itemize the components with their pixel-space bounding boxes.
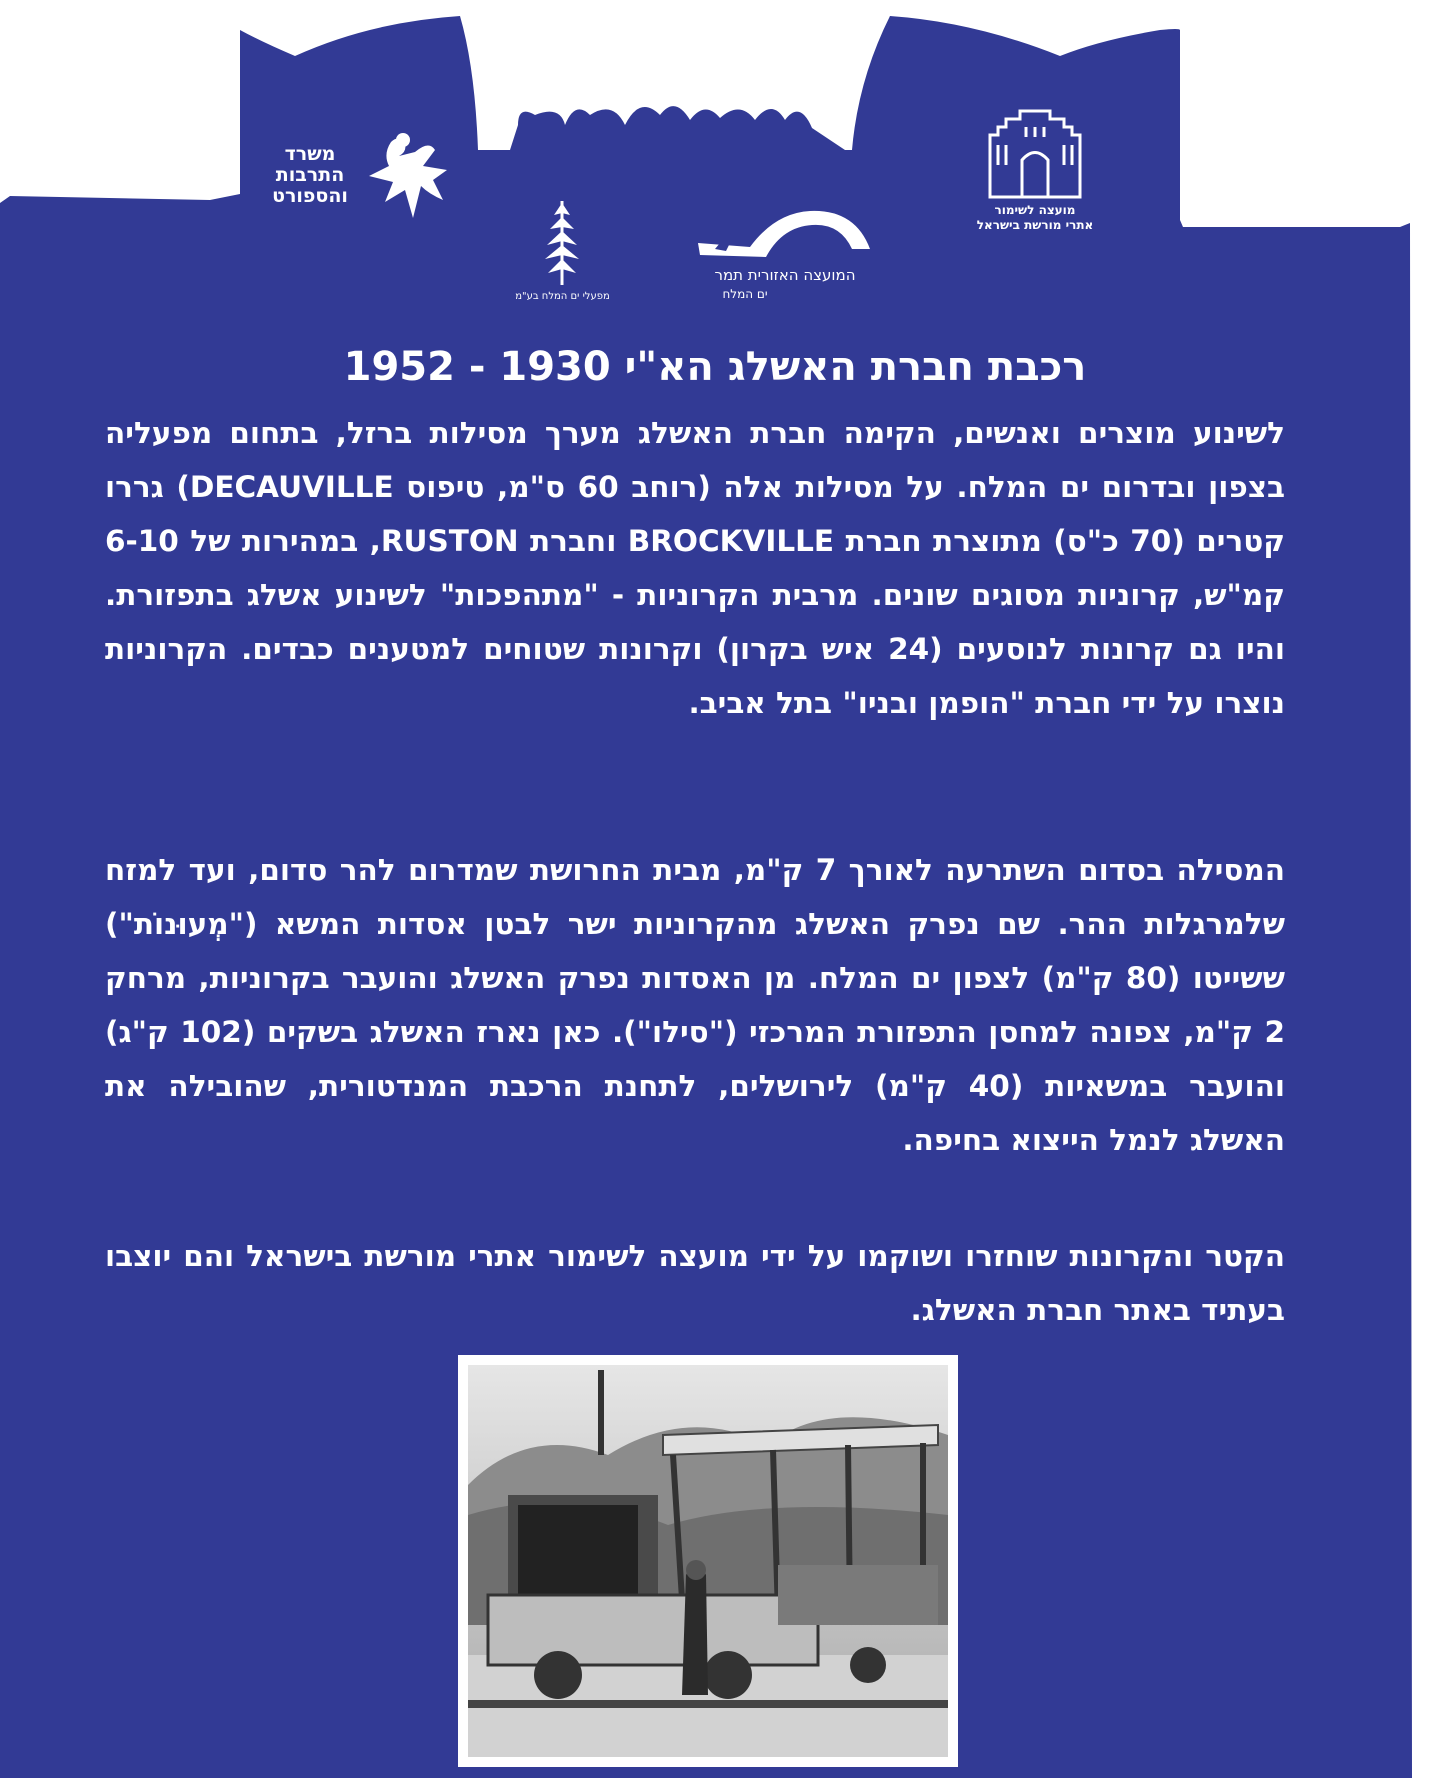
locomotive-photo-image [468, 1365, 948, 1757]
paragraph-sodom-line: המסילה בסדום השתרעה לאורך 7 ק"מ, מבית החרושת שמדרום להר סדום, ועד למזח שלמרגלות ההר. שם נפרק האשלג מהקרוניות ישר לבטן אסדות המשא ("מְעוּנוֹת") ששייטו (80 ק"מ) לצפון ים המלח. מן האסדות נפרק האשלג והועבר בקרוניות, מרחק 2 ק"מ, צפונה למחסן התפזורת המרכזי ("סילו"). כאן נארז האשלג בשקים (102 ק"ג) והועבר במשאיות (40 ק"מ) לירושלים, לתחנת הרכבת המנדטורית, שהובילה את האשלג לנמל הייצוא בחיפה. [105, 853, 1286, 1157]
heritage-council-logo [960, 105, 1110, 240]
paragraph-restoration: הקטר והקרונות שוחזרו ושוקמו על ידי מועצה לשימור אתרי מורשת בישראל והם יוצבו בעתיד באתר חברת האשלג. [105, 1239, 1285, 1327]
locomotive-photo [458, 1355, 958, 1767]
paragraph-railway-system: לשינוע מוצרים ואנשים, הקימה חברת האשלג מערך מסילות ברזל, בתחום מפעליה בצפון ובדרום ים המלח. על מסילות אלה (רוחב 60 ס"מ, טיפוס DECAUVILLE) גררו קטרים (70 כ"ס) מתוצרת חברת BROCKVILLE וחברת RUSTON, במהירות של 6-10 קמ"ש, קרוניות מסוגים שונים. מרבית הקרוניות - "מתהפכות" לשינוע אשלג בתפזורת. והיו גם קרונות לנוסעים (24 איש בקרון) וקרונות שטוחים למטענים כבדים. הקרוניות נוצרו על ידי חברת "הופמן ובניו" בתל אביב. [105, 416, 1285, 720]
tamar-council-name: המועצה האזורית תמר [714, 266, 856, 284]
salt-works-text: מפעלי ים המלח בע"מ [515, 291, 610, 302]
tamar-council-logo [680, 205, 890, 315]
salt-works-logo [500, 195, 625, 315]
heritage-council-text: מועצה לשימור אתרי מורשת בישראל [976, 203, 1094, 232]
culture-ministry-text: משרד התרבות והספורט [272, 143, 348, 207]
page-title: רכבת חברת האשלג הא"י 1930 - 1952 [343, 344, 1087, 390]
culture-ministry-logo [255, 130, 470, 240]
tamar-council-sub: ים המלח [722, 287, 768, 301]
